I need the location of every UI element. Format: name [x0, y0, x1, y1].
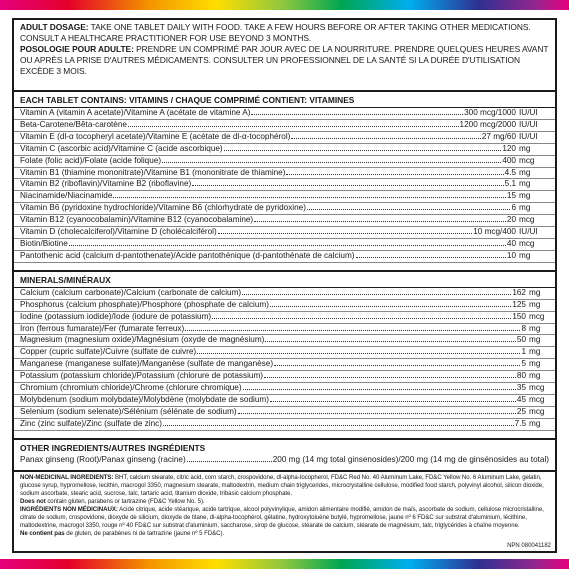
ingredient-name: Folate (folic acid)/Folate (acide folique) — [20, 155, 162, 165]
free-from-en — [20, 498, 549, 506]
non-medicinal-en-text: BHT, calcium stearate, citric acid, corn starch, crospovidone, dl-alpha-tocopherol, FD&C Red No. 40 Aluminum Lake, FD&C Yellow No. 6 Aluminum Lake, gelatin, glucose syrup, hypromellose, lecithin, macrogol 3350, magnesium stearate, maltodextrin, medium chain triglycerides, microcrystalline cellulose, modified food starch, polyvinyl alcohol, silicon dioxide, sodium ascorbate, stearic acid, sucrose, talc, tartaric acid, titanium dioxide, tribasic calcium phosphate. — [20, 473, 544, 497]
dot-leader — [218, 233, 472, 234]
ingredient-name: Vitamin B12 (cyanocobalamin)/Vitamine B12 (cyanocobalamine) — [20, 215, 254, 225]
ingredient-name: Zinc (zinc sulfate)/Zinc (sulfate de zinc) — [20, 418, 162, 428]
dot-leader — [242, 294, 511, 295]
dot-leader — [128, 126, 459, 127]
ingredient-amount: 27 mg/60 — [481, 131, 516, 141]
ingredient-amount: 45 — [516, 394, 526, 404]
dot-leader — [113, 197, 506, 198]
other-ingredients-header: OTHER INGREDIENTS/AUTRES INGRÉDIENTS — [20, 442, 206, 453]
dot-leader — [192, 185, 503, 186]
ingredient-unit: mg — [529, 299, 541, 309]
ingredient-name: Vitamin A (vitamin A acetate)/Vitamine A (acétate de vitamine A) — [20, 108, 251, 117]
ingredient-amount: 8 — [521, 323, 526, 333]
ingredient-amount: 10 — [506, 250, 516, 260]
dot-leader — [243, 389, 516, 390]
ingredient-name: Niacinamide/Niacinamide — [20, 191, 113, 201]
vitamin-row — [14, 144, 555, 156]
dot-leader — [69, 245, 506, 246]
ingredient-unit: mg — [529, 323, 541, 333]
dosage-section — [14, 20, 555, 77]
bottom-rainbow-stripe — [0, 559, 569, 569]
ingredient-name: Iron (ferrous fumarate)/Fer (fumarate ferreux) — [20, 323, 185, 333]
ingredient-amount: 1 — [521, 347, 526, 357]
ingredient-unit: mcg — [529, 394, 545, 404]
dot-leader — [185, 330, 520, 331]
ingredient-unit: mcg — [529, 406, 545, 416]
mineral-row — [14, 407, 555, 419]
ingredient-amount: 150 — [512, 311, 526, 321]
ingredient-name: Pantothenic acid (calcium d-pantothenate)/Acide pantothénique (d-pantothénate de calcium) — [20, 250, 355, 260]
ingredient-name: Beta-Carotene/Bêta-carotène — [20, 119, 127, 129]
ingredient-amount: 5.1 — [504, 179, 516, 189]
ingredient-unit: mg — [529, 418, 541, 428]
mineral-row — [14, 347, 555, 359]
ingredient-unit: mg — [529, 359, 541, 369]
adult-dosage-fr-text: PRENDRE UN COMPRIMÉ PAR JOUR AVEC DE LA NOURRITURE. PRENDRE QUELQUES HEURES AVANT OU APRÈS LA PRISE D'AUTRES MÉDICAMENTS. CONSULTER UN PROFESSIONNEL DE LA SANTÉ SI LA DURÉE D'UTILISATION EXCÈDE 3 MOIS. — [20, 44, 549, 76]
ingredient-unit: mg — [519, 191, 531, 201]
vitamin-row — [14, 108, 555, 120]
vitamin-row — [14, 239, 555, 251]
vitamin-row — [14, 203, 555, 215]
vitamin-row — [14, 251, 555, 263]
dot-leader — [307, 209, 510, 210]
mineral-row — [14, 383, 555, 395]
ingredient-name: Vitamin B2 (riboflavin)/Vitamine B2 (riboflavine) — [20, 179, 192, 189]
ingredient-amount: 125 — [512, 299, 526, 309]
ingredient-name: Vitamin E (dl-α tocopheryl acetate)/Vitamine E (acétate de dl-α-tocophérol) — [20, 131, 291, 141]
ingredient-unit: mg — [529, 371, 541, 381]
mineral-row — [14, 300, 555, 312]
adult-dosage-label: ADULT DOSAGE: — [20, 22, 89, 32]
adult-dosage-fr — [20, 44, 549, 77]
ingredient-amount: 1200 mcg/2000 — [459, 119, 516, 129]
ingredient-unit: IU/UI — [519, 131, 538, 141]
ingredient-name: Chromium (chromium chloride)/Chrome (chlorure chromique) — [20, 383, 242, 393]
free-from-fr-text: de gluten, de parabènes ni de tartrazine (jaune nº 5 FD&C). — [64, 529, 225, 537]
vitamins-table — [14, 108, 555, 263]
ingredient-amount: 40 — [506, 238, 516, 248]
free-from-en-label: Does not — [20, 497, 46, 505]
ingredient-name: Biotin/Biotine — [20, 238, 68, 248]
top-rainbow-stripe — [0, 0, 569, 10]
ingredient-unit: mg — [519, 250, 531, 260]
dot-leader — [270, 306, 511, 307]
non-medicinal-fr-text: Acide citrique, acide stéarique, acide tartrique, alcool polyvinylique, amidon alimentaire modifié, amidon de maïs, ascorbate de sodium, cellulose microcristalline, citrate de sodium, crospovidone, dioxyde de silicium, dioxyde de titane, dl-alpha-tocophérol, gélatine, hydroxytoluène butylé, hypromellose, jaune nº 6 FD&C sur substrat d'aluminium, lécithine, maltodextrine, macrogol 3350, rouge nº 40 FD&C sur substrat d'aluminium, saccharose, sirop de glucose, stéarate de calcium, stéarate de magnésium, talc, triglycérides à chaîne moyenne. — [20, 505, 544, 529]
mineral-row — [14, 312, 555, 324]
ingredient-amount: 120 — [502, 143, 516, 153]
mineral-row — [14, 395, 555, 407]
dot-leader — [224, 150, 502, 151]
non-medicinal-fr — [20, 506, 549, 530]
ingredient-unit: mg — [529, 335, 541, 345]
ingredient-unit: IU/UI — [519, 227, 538, 237]
dot-leader — [187, 461, 272, 462]
ingredient-amount: 4.5 — [504, 167, 516, 177]
adult-dosage-fr-label: POSOLOGIE POUR ADULTE: — [20, 44, 134, 54]
vitamin-row — [14, 168, 555, 180]
ingredient-amount: 162 — [512, 287, 526, 297]
ingredient-amount: 80 — [516, 371, 526, 381]
vitamin-row — [14, 156, 555, 168]
dot-leader — [291, 138, 480, 139]
npn-number: NPN 080041182 — [507, 543, 551, 549]
ingredient-amount: 20 — [506, 215, 516, 225]
vitamin-row — [14, 191, 555, 203]
ingredient-unit: mcg — [529, 383, 545, 393]
ingredient-name: Manganese (manganese sulfate)/Manganèse (sulfate de manganèse) — [20, 359, 274, 369]
adult-dosage-text: TAKE ONE TABLET DAILY WITH FOOD. TAKE A FEW HOURS BEFORE OR AFTER TAKING OTHER MEDICATIONS. CONSULT A HEALTHCARE PRACTITIONER FOR USE BEYOND 3 MONTHS. — [20, 22, 531, 43]
vitamin-row — [14, 227, 555, 239]
dot-leader — [274, 365, 520, 366]
ingredient-amount: 35 — [516, 383, 526, 393]
ingredient-name: Potassium (potassium chloride)/Potassium (chlorure de potassium) — [20, 371, 263, 381]
dot-leader — [265, 341, 516, 342]
dot-leader — [356, 257, 506, 258]
ingredient-amount: 300 mcg/1000 — [464, 108, 516, 117]
mineral-row — [14, 371, 555, 383]
ingredient-amount: 50 — [516, 335, 526, 345]
mineral-row — [14, 288, 555, 300]
non-medicinal-fr-label: INGRÉDIENTS NON MÉDICINAUX: — [20, 505, 118, 513]
ingredient-name: Vitamin B6 (pyridoxine hydrochloride)/Vitamine B6 (chlorhydrate de pyridoxine) — [20, 203, 306, 213]
ingredient-unit: mcg — [519, 155, 535, 165]
ingredient-name: Calcium (calcium carbonate)/Calcium (carbonate de calcium) — [20, 287, 242, 297]
ingredient-unit: mcg — [519, 215, 535, 225]
other-ingredient-row — [14, 455, 555, 466]
ingredient-unit: mg — [519, 179, 531, 189]
other-ingredient-amount: 200 mg (14 mg total ginsenosides)/200 mg (14 mg de ginsénosides au total) — [272, 454, 549, 464]
other-ingredient-name: Panax ginseng (Root)/Panax ginseng (racine) — [20, 454, 186, 464]
vitamin-row — [14, 132, 555, 144]
non-medicinal-section — [14, 472, 555, 538]
ingredient-unit: mg — [519, 167, 531, 177]
dot-leader — [197, 353, 520, 354]
free-from-en-text: contain gluten, parabens or tartrazine (FD&C Yellow No. 5). — [45, 497, 205, 505]
dot-leader — [162, 162, 501, 163]
ingredient-name: Copper (cupric sulfate)/Cuivre (sulfate de cuivre) — [20, 347, 197, 357]
ingredient-amount: 25 — [516, 406, 526, 416]
ingredient-unit: mg — [529, 347, 541, 357]
dot-leader — [212, 318, 511, 319]
minerals-header: MINERALS/MINÉRAUX — [20, 274, 111, 285]
dot-leader — [254, 221, 506, 222]
ingredient-name: Vitamin B1 (thiamine mononitrate)/Vitamine B1 (mononitrate de thiamine) — [20, 167, 286, 177]
ingredient-unit: IU/UI — [519, 108, 538, 117]
ingredient-unit: mg — [529, 287, 541, 297]
ingredient-unit: IU/UI — [519, 119, 538, 129]
ingredient-amount: 10 mcg/400 — [473, 227, 516, 237]
ingredient-name: Iodine (potassium iodide)/Iode (iodure de potassium) — [20, 311, 212, 321]
ingredient-amount: 5 — [521, 359, 526, 369]
vitamin-row — [14, 179, 555, 191]
ingredient-unit: mg — [519, 203, 531, 213]
ingredient-amount: 400 — [502, 155, 516, 165]
ingredient-name: Molybdenum (sodium molybdate)/Molybdène (molybdate de sodium) — [20, 394, 269, 404]
mineral-row — [14, 359, 555, 371]
free-from-fr — [20, 530, 549, 538]
non-medicinal-en-label: NON-MEDICINAL INGREDIENTS: — [20, 473, 114, 481]
ingredient-name: Phosphorus (calcium phosphate)/Phosphore (phosphate de calcium) — [20, 299, 269, 309]
label-panel — [12, 18, 557, 553]
ingredient-amount: 6 — [511, 203, 516, 213]
vitamins-header: EACH TABLET CONTAINS: VITAMINS / CHAQUE COMPRIMÉ CONTIENT: VITAMINES — [20, 95, 355, 105]
vitamin-row — [14, 215, 555, 227]
ingredient-unit: mcg — [519, 238, 535, 248]
dot-leader — [264, 377, 516, 378]
ingredient-name: Vitamin C (ascorbic acid)/Vitamine C (acide ascorbique) — [20, 143, 223, 153]
ingredient-name: Magnesium (magnesium oxide)/Magnésium (oxyde de magnésium) — [20, 335, 265, 345]
dot-leader — [238, 413, 516, 414]
dot-leader — [286, 174, 503, 175]
ingredient-unit: mcg — [529, 311, 545, 321]
dot-leader — [270, 401, 516, 402]
adult-dosage-en — [20, 22, 549, 44]
dot-leader — [251, 114, 463, 115]
vitamin-row — [14, 120, 555, 132]
ingredient-name: Vitamin D (cholecalciferol)/Vitamine D (cholécalciférol) — [20, 227, 217, 237]
ingredient-amount: 7.5 — [514, 418, 526, 428]
ingredient-name: Selenium (sodium selenate)/Sélénium (sélénate de sodium) — [20, 406, 237, 416]
mineral-row — [14, 419, 555, 431]
minerals-table — [14, 288, 555, 431]
ingredient-unit: mg — [519, 143, 531, 153]
non-medicinal-en — [20, 474, 549, 498]
mineral-row — [14, 335, 555, 347]
mineral-row — [14, 324, 555, 336]
ingredient-amount: 15 — [506, 191, 516, 201]
dot-leader — [163, 425, 514, 426]
free-from-fr-label: Ne contient pas — [20, 529, 65, 537]
